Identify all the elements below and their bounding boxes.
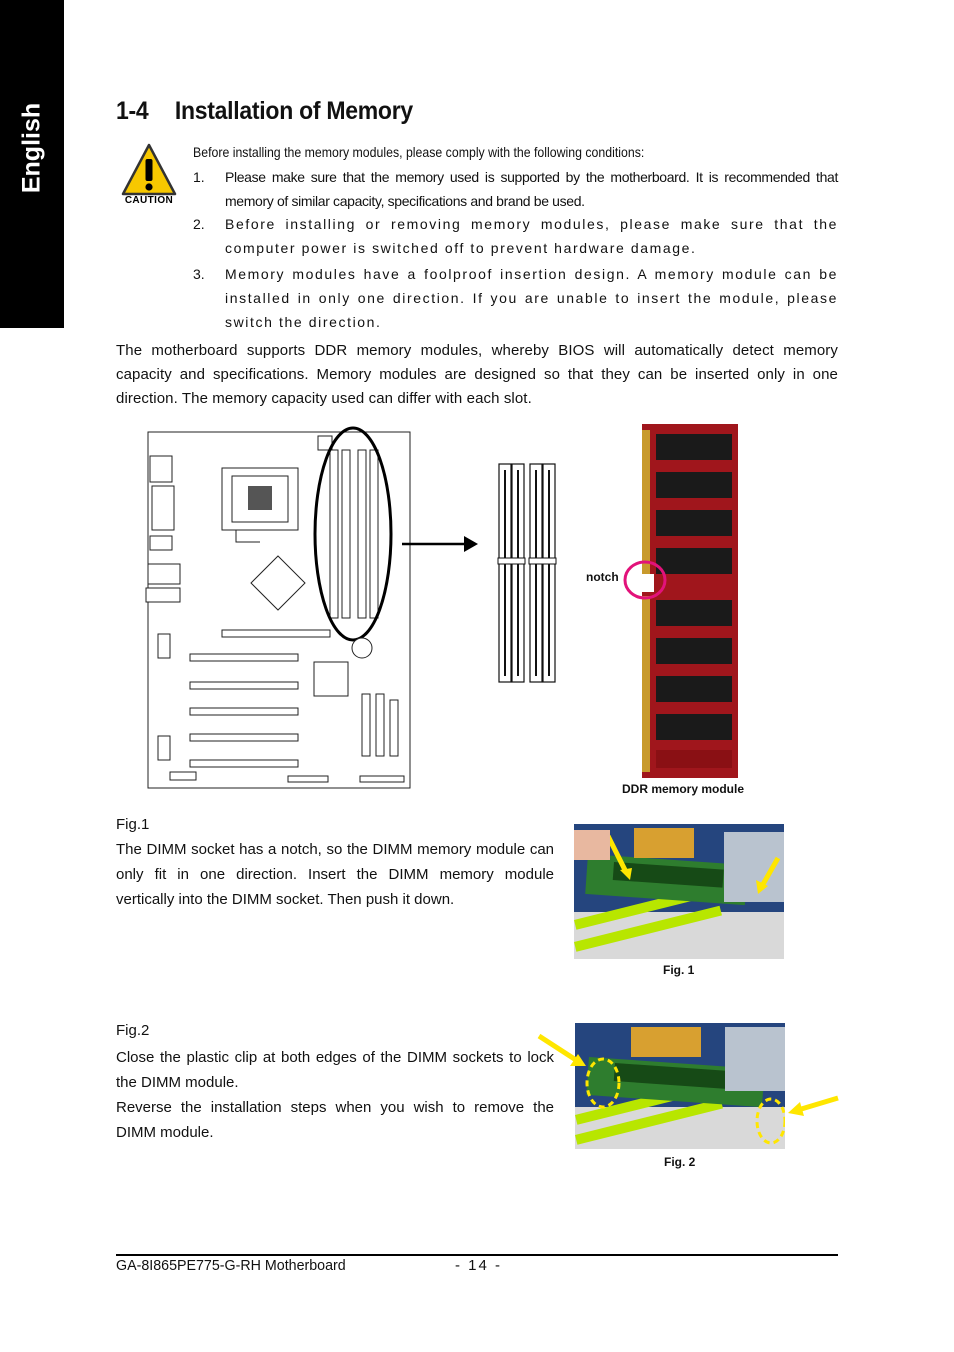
module-label: DDR memory module (622, 782, 745, 796)
motherboard-diagram (140, 426, 480, 796)
caution-label: CAUTION (124, 195, 174, 206)
fig1-text: The DIMM socket has a notch, so the DIMM memory module can only fit in one direction. Insert the DIMM memory module vertically into the DIMM socket. Then push it down. (116, 841, 554, 908)
fig2-caption: Fig. 2 (664, 1155, 696, 1169)
fig2-photo (575, 1023, 785, 1149)
condition-item (193, 165, 838, 213)
ddr-memory-module-image (638, 424, 742, 780)
condition-text: Before installing or removing memory modules, please make sure that the computer power is switched off to prevent hardware damage. (225, 216, 838, 256)
footer-rule (116, 1254, 838, 1256)
page-number: - 14 - (455, 1257, 503, 1274)
condition-text: Memory modules have a foolproof insertion design. A memory module can be installed in only one direction. If you are unable to insert the module, please switch the direction. (225, 266, 838, 330)
section-number: 1-4 (116, 97, 149, 125)
footer-model-name: GA-8I865PE775-G-RH Motherboard (116, 1257, 346, 1274)
condition-text: Please make sure that the memory used is supported by the motherboard. It is recommended that memory of similar capacity, specifications and brand be used. (225, 169, 838, 209)
caution-block (120, 142, 178, 212)
language-side-tab (0, 0, 64, 328)
dimm-socket-closeup (496, 460, 558, 686)
caution-triangle-icon (120, 142, 178, 198)
notch-highlight-circle (622, 558, 668, 602)
fig1-caption: Fig. 1 (663, 963, 695, 977)
intro-paragraph: The motherboard supports DDR memory modules, whereby BIOS will automatically detect memory capacity and specifications. Memory modules are designed so that they can be inserted only in one direction. The memory capacity used can differ with each slot. (116, 342, 838, 407)
condition-item (193, 212, 838, 260)
condition-number: 3. (193, 266, 205, 282)
fig2-left-arrow (536, 1030, 588, 1070)
condition-item (193, 262, 838, 334)
fig2-text-close: Close the plastic clip at both edges of the DIMM sockets to lock the DIMM module. (116, 1049, 554, 1091)
notch-label: notch (586, 570, 619, 584)
section-title (116, 97, 413, 126)
condition-number: 1. (193, 169, 205, 185)
condition-number: 2. (193, 216, 205, 232)
caution-intro: Before installing the memory modules, please comply with the following conditions: (193, 144, 645, 160)
fig2-right-arrow (786, 1094, 840, 1118)
fig1-heading: Fig.1 (116, 816, 150, 833)
language-tab-label: English (17, 102, 46, 194)
fig1-photo (574, 824, 784, 959)
section-title-text: Installation of Memory (174, 97, 413, 125)
fig2-text-reverse: Reverse the installation steps when you wish to remove the DIMM module. (116, 1099, 554, 1141)
fig2-heading: Fig.2 (116, 1022, 150, 1039)
